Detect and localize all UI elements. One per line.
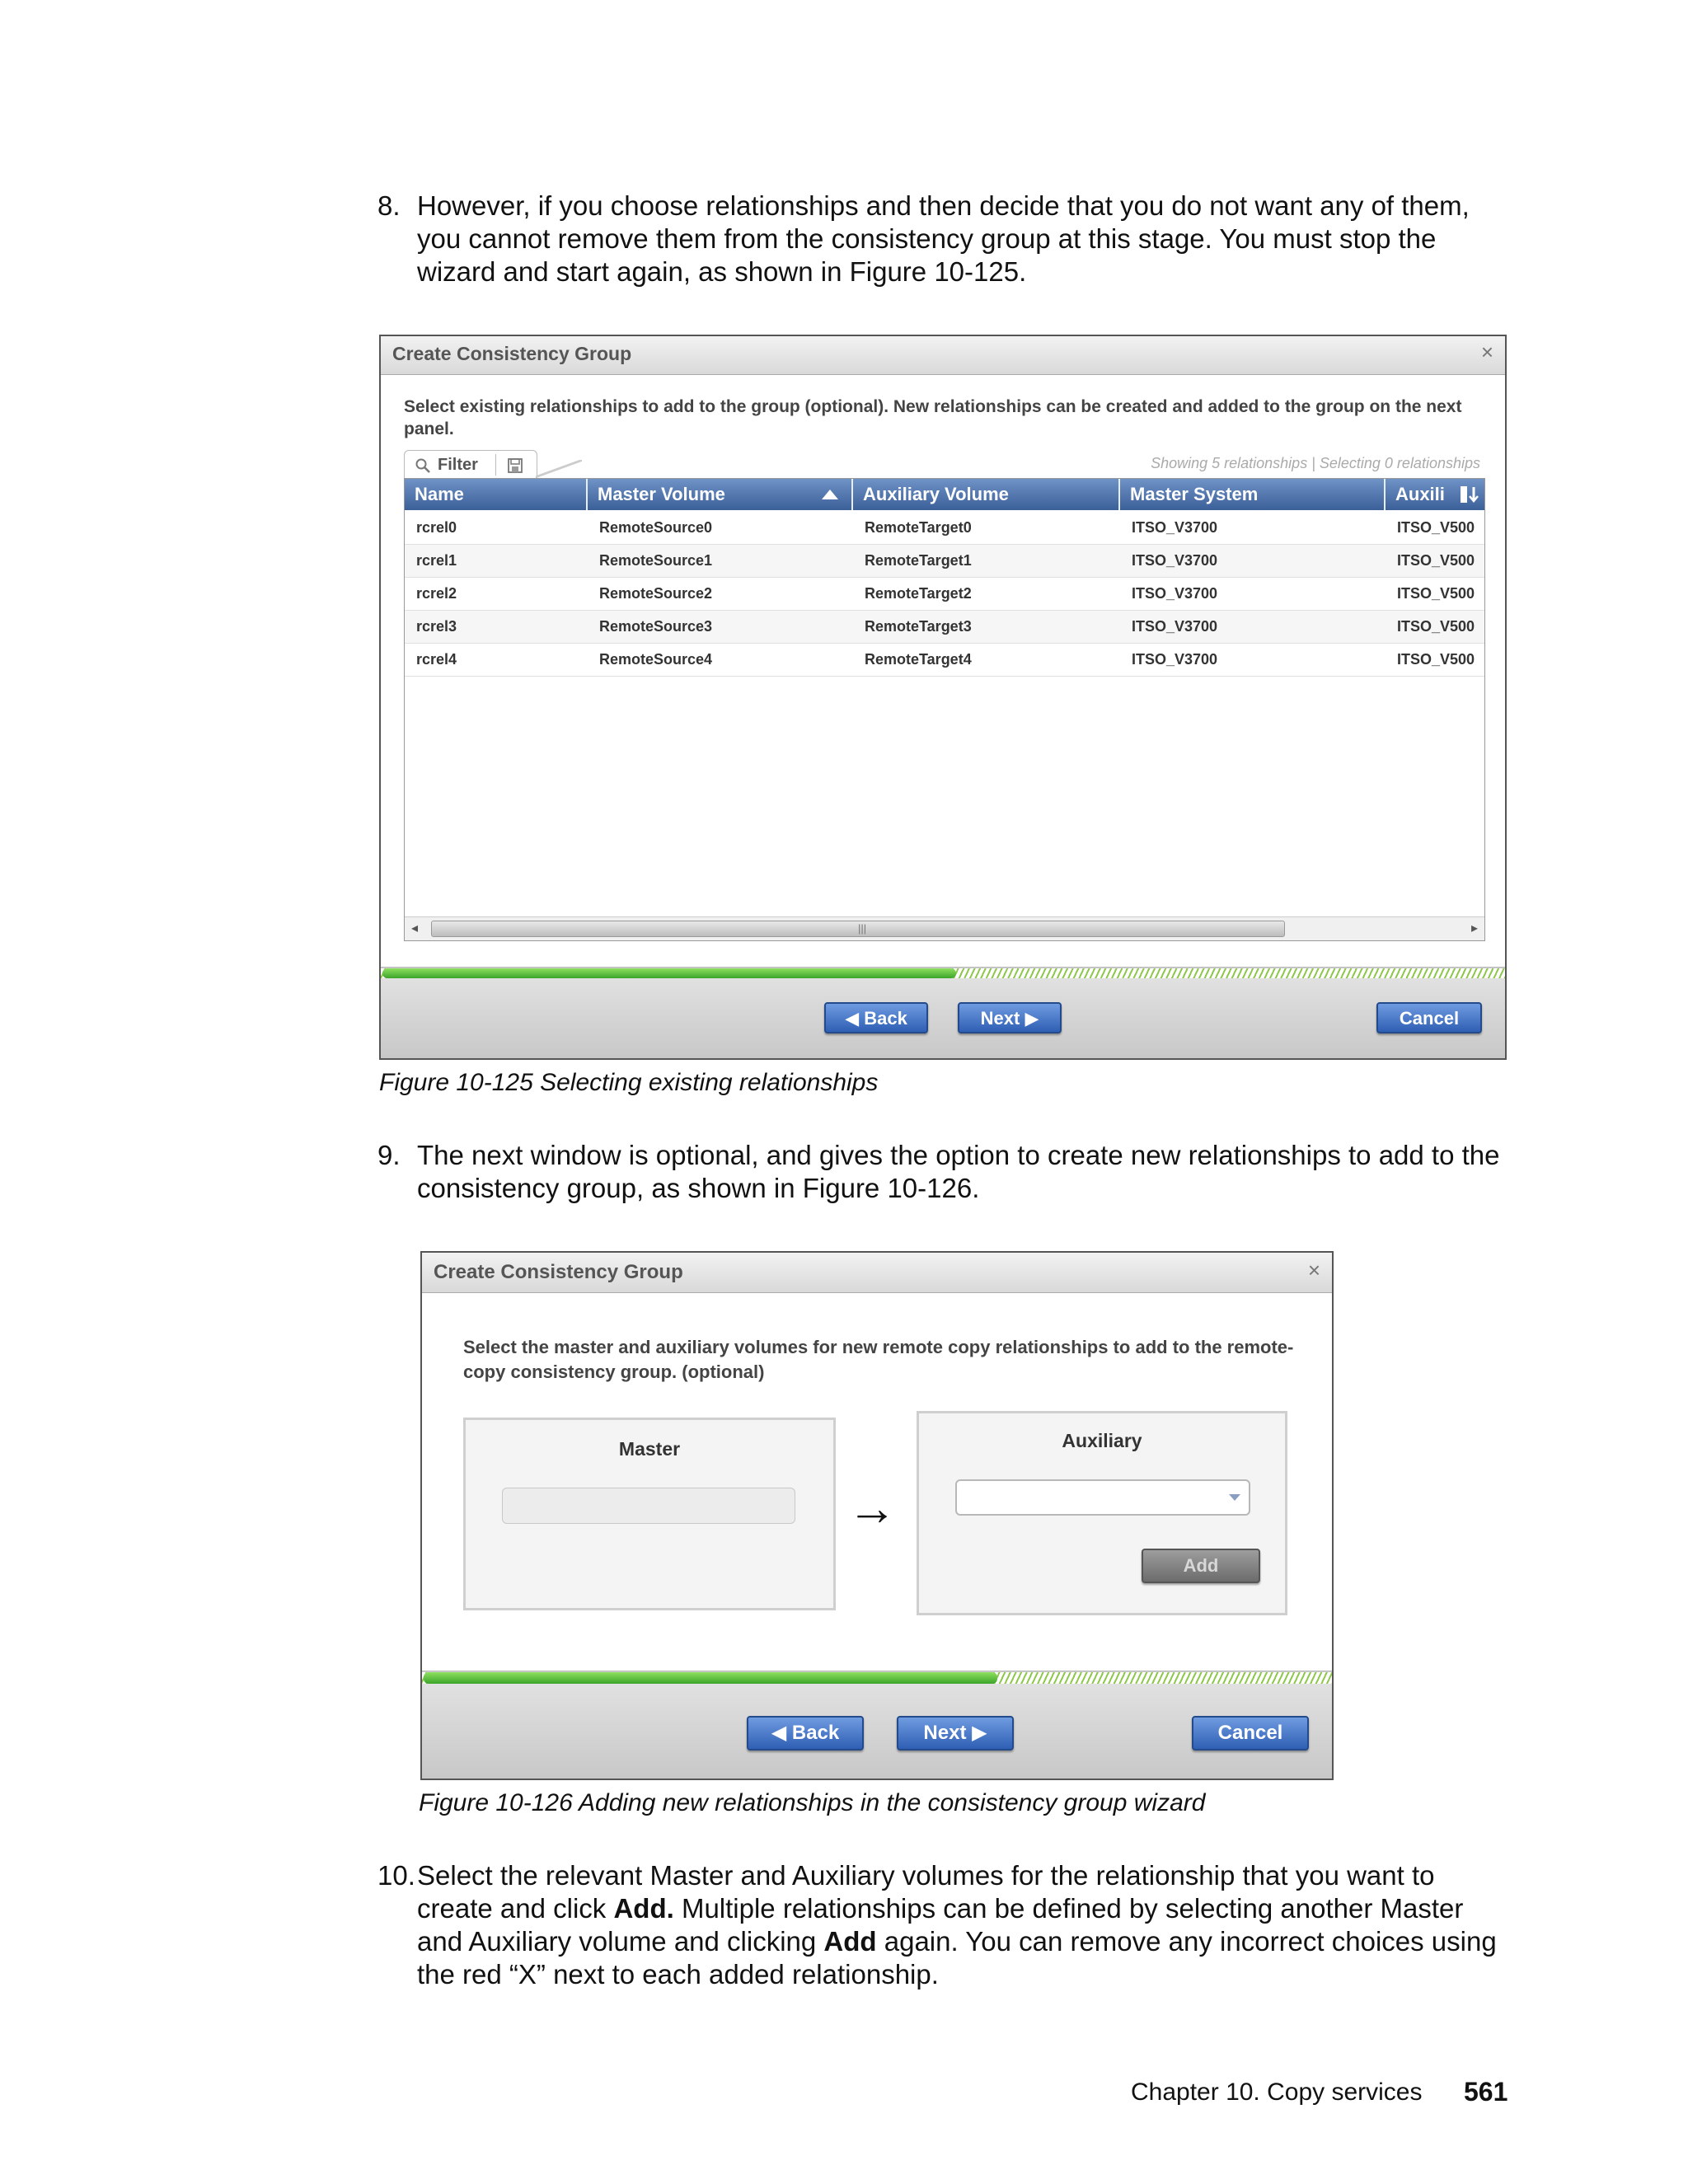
- dialog-title-bar: [422, 1253, 1332, 1293]
- create-consistency-group-dialog-2: [420, 1251, 1334, 1780]
- dialog-footer: [381, 967, 1505, 1058]
- figure-caption-125: Figure 10-125 Selecting existing relationships: [379, 1069, 879, 1096]
- auxiliary-volume-select[interactable]: [955, 1479, 1250, 1516]
- table-row[interactable]: [405, 545, 1484, 578]
- filter-label: Filter: [438, 456, 478, 474]
- create-consistency-group-dialog-1: [379, 335, 1507, 1060]
- cell-name: rcrel4: [416, 651, 457, 668]
- cell-master-volume: RemoteSource3: [599, 618, 713, 635]
- text-run: Select the relevant Master and Auxiliary volumes for the relationship that you want to create and click: [417, 1860, 1435, 1924]
- divider: [495, 454, 496, 476]
- dialog-title: Create Consistency Group: [392, 343, 632, 364]
- figure-caption-126: Figure 10-126 Adding new relationships in the consistency group wizard: [419, 1789, 1206, 1816]
- column-header-auxiliary-system[interactable]: [1386, 479, 1484, 510]
- cell-master-volume: RemoteSource2: [599, 585, 713, 602]
- text-run: again. You can remove any incorrect choices using the red “X” next to each added relationship.: [417, 1926, 1497, 1990]
- cell-master-system: ITSO_V3700: [1132, 519, 1218, 536]
- cell-master-volume: RemoteSource4: [599, 651, 713, 668]
- wizard-progress-fill: [424, 1672, 997, 1684]
- back-button[interactable]: ◀ Back: [824, 1002, 928, 1033]
- auxiliary-label: Auxiliary: [1062, 1430, 1142, 1451]
- master-volume-field[interactable]: [502, 1488, 795, 1524]
- relationships-table: [404, 478, 1485, 941]
- cell-auxiliary-system: ITSO_V500: [1397, 618, 1475, 635]
- cell-auxiliary-system: ITSO_V500: [1397, 519, 1475, 536]
- cell-master-system: ITSO_V3700: [1132, 585, 1218, 602]
- step-number: 10.: [377, 1860, 415, 1891]
- master-label: Master: [618, 1438, 681, 1460]
- cell-name: rcrel2: [416, 585, 457, 602]
- cell-name: rcrel1: [416, 552, 457, 569]
- cell-name: rcrel3: [416, 618, 457, 635]
- step-number: 8.: [377, 190, 401, 221]
- table-row[interactable]: [405, 644, 1484, 677]
- table-row[interactable]: [405, 512, 1484, 545]
- step-text: The next window is optional, and gives the option to create new relationships to add to the consistency group, as shown in Figure 10-126.: [417, 1140, 1500, 1203]
- step-text: [417, 1859, 1508, 1991]
- cell-master-system: ITSO_V3700: [1132, 651, 1218, 668]
- save-icon[interactable]: [507, 457, 523, 474]
- dialog-title: Create Consistency Group: [434, 1261, 683, 1283]
- step-number: 9.: [377, 1140, 401, 1170]
- cell-auxiliary-system: ITSO_V500: [1397, 552, 1475, 569]
- cell-master-system: ITSO_V3700: [1132, 552, 1218, 569]
- column-header-master-system[interactable]: Master System: [1120, 479, 1386, 510]
- cell-name: rcrel0: [416, 519, 457, 536]
- step-text: However, if you choose relationships and then decide that you do not want any of them, you cannot remove them from the consistency group at this stage. You must stop the wizard and start again, as shown in Figure 10-125.: [417, 190, 1470, 287]
- table-row[interactable]: [405, 611, 1484, 644]
- table-row[interactable]: [405, 578, 1484, 611]
- wizard-progress: [381, 968, 1505, 978]
- cell-auxiliary-volume: RemoteTarget0: [865, 519, 972, 536]
- dialog-footer: [422, 1671, 1332, 1779]
- close-icon[interactable]: ×: [1307, 1258, 1320, 1282]
- column-header-name[interactable]: Name: [405, 479, 588, 510]
- cell-auxiliary-volume: RemoteTarget1: [865, 552, 972, 569]
- back-button[interactable]: ◀ Back: [747, 1716, 864, 1750]
- bold-add: Add.: [613, 1893, 674, 1924]
- cell-auxiliary-volume: RemoteTarget3: [865, 618, 972, 635]
- cell-auxiliary-volume: RemoteTarget2: [865, 585, 972, 602]
- sort-ascending-icon: [822, 490, 838, 499]
- tab-edge: [536, 460, 582, 478]
- selection-status: Showing 5 relationships | Selecting 0 relationships: [1151, 455, 1480, 471]
- text-run: Multiple relationships can be defined by selecting another Master and Auxiliary volume and clicking: [417, 1893, 1464, 1957]
- search-icon: [415, 457, 431, 474]
- dialog-message: Select the master and auxiliary volumes for new remote copy relationships to add to the remote-copy consistency group. (optional): [463, 1337, 1294, 1382]
- dialog-message: Select existing relationships to add to the group (optional). New relationships can be created and added to the group on the next panel.: [404, 397, 1462, 438]
- auxiliary-panel: [917, 1411, 1287, 1615]
- scroll-right-icon[interactable]: ▸: [1470, 921, 1478, 935]
- table-header: [405, 479, 1484, 510]
- cell-master-system: ITSO_V3700: [1132, 618, 1218, 635]
- arrow-right-icon: →: [847, 1480, 897, 1535]
- cell-master-volume: RemoteSource1: [599, 552, 713, 569]
- column-chooser-icon[interactable]: [1460, 485, 1479, 504]
- chevron-down-icon: [1229, 1494, 1240, 1502]
- wizard-progress-fill: [382, 968, 956, 978]
- horizontal-scrollbar[interactable]: [405, 916, 1484, 940]
- filter-tab[interactable]: [404, 450, 537, 479]
- page-number: 561: [1464, 2077, 1508, 2107]
- next-button[interactable]: Next ▶: [897, 1716, 1014, 1750]
- close-icon[interactable]: ×: [1480, 340, 1493, 364]
- cancel-button[interactable]: Cancel: [1192, 1716, 1309, 1750]
- add-button[interactable]: Add: [1142, 1549, 1260, 1583]
- cell-auxiliary-volume: RemoteTarget4: [865, 651, 972, 668]
- master-panel: [463, 1418, 836, 1610]
- chapter-footer: Chapter 10. Copy services: [1131, 2079, 1423, 2106]
- bold-add: Add: [823, 1926, 877, 1957]
- cell-auxiliary-system: ITSO_V500: [1397, 651, 1475, 668]
- column-header-auxiliary-volume[interactable]: Auxiliary Volume: [853, 479, 1120, 510]
- scroll-left-icon[interactable]: ◂: [411, 921, 419, 935]
- cancel-button[interactable]: Cancel: [1376, 1002, 1482, 1033]
- cell-master-volume: RemoteSource0: [599, 519, 713, 536]
- next-button[interactable]: Next ▶: [958, 1002, 1062, 1033]
- column-label: Auxili: [1395, 484, 1445, 504]
- dialog-title-bar: [381, 336, 1505, 375]
- wizard-progress: [422, 1671, 1332, 1684]
- column-label: Master Volume: [598, 484, 725, 504]
- column-header-master-volume[interactable]: [588, 479, 853, 510]
- grip-icon: |||: [858, 922, 867, 935]
- cell-auxiliary-system: ITSO_V500: [1397, 585, 1475, 602]
- scrollbar-thumb[interactable]: [431, 921, 1285, 937]
